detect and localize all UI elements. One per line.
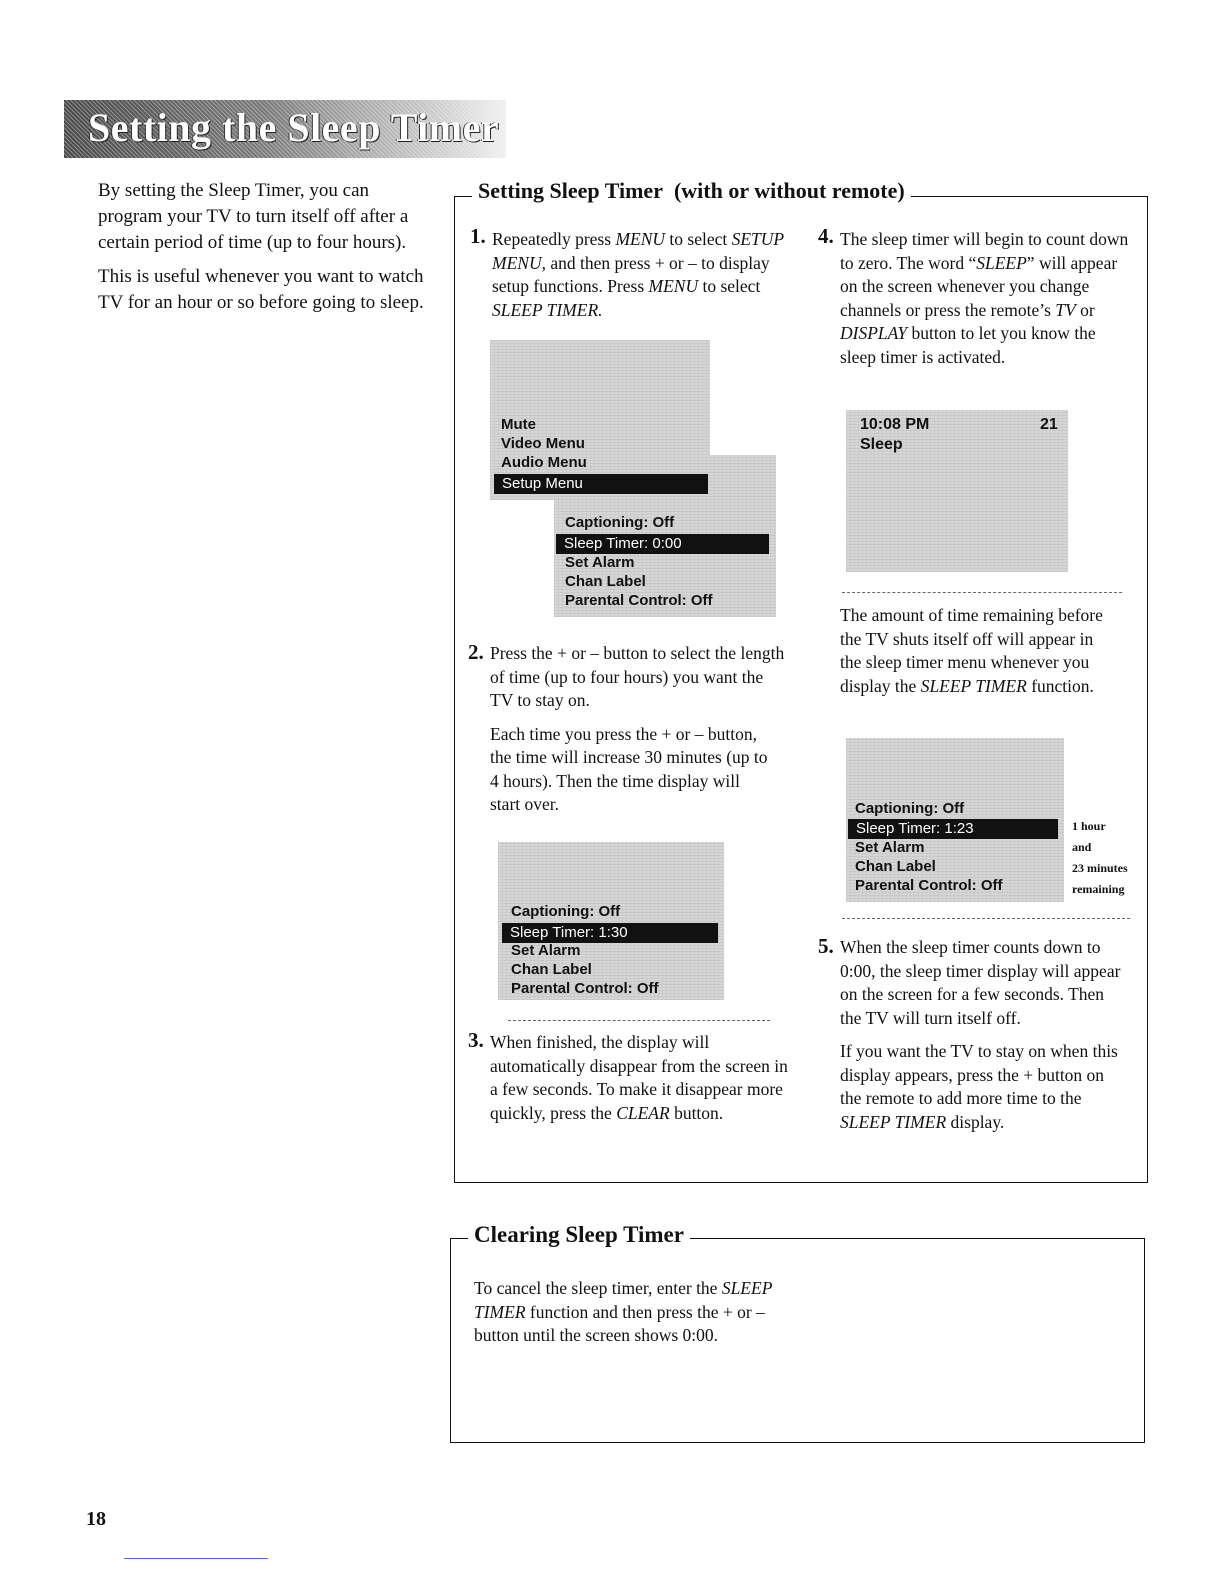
submenu-item-set-alarm: Set Alarm <box>511 942 581 959</box>
clearing-text: To cancel the sleep timer, enter the SLEEP TIMER function and then press the + or – button until the screen shows 0:00. <box>474 1278 773 1345</box>
submenu-item-captioning: Captioning: Off <box>855 800 965 817</box>
note-and: and <box>1072 840 1092 854</box>
page-title: Setting the Sleep Timer <box>88 105 500 150</box>
submenu-item-chan-label: Chan Label <box>855 858 936 875</box>
step-3-text: When finished, the display will automatically disappear from the screen in a few seconds. To make it disappear more quickly, press the CLEAR button. <box>490 1032 788 1123</box>
step-number: 5. <box>818 934 834 958</box>
clock-display: 10:08 PM <box>860 416 930 433</box>
submenu-item-parental-control: Parental Control: Off <box>511 980 659 997</box>
clearing-section-title: Clearing Sleep Timer <box>468 1222 690 1248</box>
submenu-item-parental-control: Parental Control: Off <box>855 877 1003 894</box>
step-number: 1. <box>470 224 486 248</box>
step-1-text: Repeatedly press MENU to select SETUP MENU, and then press + or – to display setup functions. Press MENU to select SLEEP TIMER. <box>492 229 784 320</box>
divider-rule <box>842 918 1130 919</box>
step-number: 4. <box>818 224 834 248</box>
submenu-item-sleep-timer-selected: Sleep Timer: 1:23 <box>848 819 1058 839</box>
submenu-item-set-alarm: Set Alarm <box>565 554 635 571</box>
submenu-item-chan-label: Chan Label <box>565 573 646 590</box>
step-5-paragraph-2: If you want the TV to stay on when this display appears, press the + button on the remote to add more time to the SLEEP TIMER display. <box>840 1041 1118 1132</box>
step-5-paragraph-1: When the sleep timer counts down to 0:00, the sleep timer display will appear on the screen for a few seconds. Then the TV will turn itself off. <box>840 937 1121 1028</box>
submenu-item-captioning: Captioning: Off <box>511 903 621 920</box>
setting-section-title: Setting Sleep Timer (with or without remote) <box>472 178 911 204</box>
title-banner <box>64 100 506 158</box>
tv-screen-sleep-indicator <box>846 410 1068 572</box>
step-2-paragraph-1: Press the + or – button to select the length of time (up to four hours) you want the TV to stay on. <box>490 643 785 710</box>
submenu-item-set-alarm: Set Alarm <box>855 839 925 856</box>
menu-item-mute: Mute <box>501 416 536 433</box>
time-remaining-text: The amount of time remaining before the TV shuts itself off will appear in the sleep timer menu whenever you display the SLEEP TIMER function. <box>840 605 1103 696</box>
step-number: 2. <box>468 640 484 664</box>
submenu-item-captioning: Captioning: Off <box>565 514 675 531</box>
setting-section-subtitle: (with or without remote) <box>673 178 905 203</box>
page-number: 18 <box>86 1508 106 1530</box>
note-remaining: remaining <box>1072 882 1125 896</box>
menu-item-setup-menu-selected: Setup Menu <box>494 474 708 494</box>
note-minutes: 23 minutes <box>1072 861 1128 875</box>
submenu-item-sleep-timer-selected: Sleep Timer: 1:30 <box>502 923 718 943</box>
divider-rule <box>508 1020 770 1021</box>
intro-paragraph-1: By setting the Sleep Timer, you can program your TV to turn itself off after a certain period of time (up to four hours). <box>98 180 409 253</box>
footer-rule <box>124 1558 268 1559</box>
step-number: 3. <box>468 1028 484 1052</box>
step-2-text <box>490 642 790 827</box>
note-hour: 1 hour <box>1072 819 1106 833</box>
step-5-text <box>840 936 1124 1144</box>
channel-number: 21 <box>1040 416 1058 433</box>
intro-paragraph-2: This is useful whenever you want to watch TV for an hour or so before going to sleep. <box>98 266 424 313</box>
menu-item-video-menu: Video Menu <box>501 435 585 452</box>
intro-text <box>98 178 428 324</box>
step-4-text: The sleep timer will begin to count down to zero. The word “SLEEP” will appear on the screen whenever you change channels or press the remote’s TV or DISPLAY button to let you know the sleep timer is activated. <box>840 229 1129 367</box>
sleep-indicator-label: Sleep <box>860 436 903 453</box>
divider-rule <box>842 592 1122 593</box>
step-2-paragraph-2: Each time you press the + or – button, the time will increase 30 minutes (up to 4 hours). Then the time display will start over. <box>490 723 768 814</box>
submenu-item-sleep-timer-selected: Sleep Timer: 0:00 <box>556 534 769 554</box>
submenu-item-parental-control: Parental Control: Off <box>565 592 713 609</box>
menu-item-audio-menu: Audio Menu <box>501 454 587 471</box>
submenu-item-chan-label: Chan Label <box>511 961 592 978</box>
